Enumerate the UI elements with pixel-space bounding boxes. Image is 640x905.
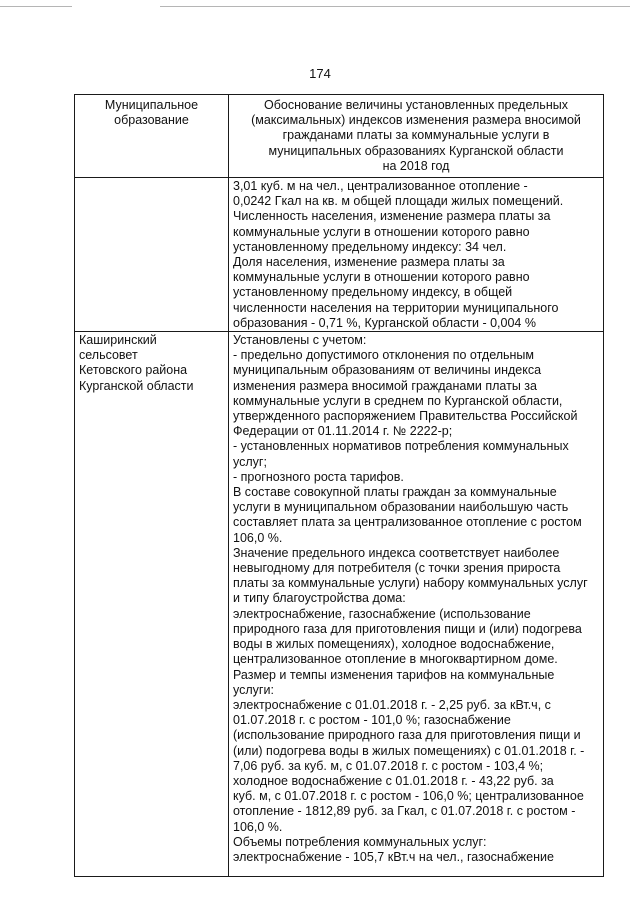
municipality-cell — [75, 178, 229, 332]
table-row — [75, 332, 604, 877]
table-row — [75, 178, 604, 332]
justification-cell: Установлены с учетом: - предельно допустимого отклонения по отдельным муниципальным образованиям от величины индекса изменения размера вносимой гражданами платы за коммунальные услуги в среднем по Курганской области, утвержденного распоряжением Правительства Российской Федерации от 01.11.2014 г. № 2222-р; - установленных нормативов потребления коммунальных услуг; - прогнозного роста тарифов. В составе совокупной платы граждан за коммунальные услуги в муниципальном образовании наибольшую часть составляет плата за централизованное отопление с ростом 106,0 %. Значение предельного индекса соответствует наиболее невыгодному для потребителя (с точки зрения прироста платы за коммунальные услуги) набору коммунальных услуг и типу благоустройства дома: электроснабжение, газоснабжение (использование природного газа для приготовления пищи и (или) подогрева воды в жилых помещениях), холодное водоснабжение, централизованное отопление в многоквартирном доме. Размер и темпы изменения тарифов на коммунальные услуги: электроснабжение с 01.01.2018 г. - 2,25 руб. за кВт.ч, с 01.07.2018 г. с ростом - 101,0 %; газоснабжение (использование природного газа для приготовления пищи и (или) подогрева воды в жилых помещениях) с 01.01.2018 г. - 7,06 руб. за куб. м, с 01.07.2018 г. с ростом - 103,4 %; холодное водоснабжение с 01.01.2018 г. - 43,22 руб. за куб. м, с 01.07.2018 г. с ростом - 106,0 %; централизованное отопление - 1812,89 руб. за Гкал, с 01.07.2018 г. с ростом - 106,0 %. Объемы потребления коммунальных услуг: электроснабжение - 105,7 кВт.ч на чел., газоснабжение — [229, 332, 604, 877]
table-header-row — [75, 95, 604, 178]
header-municipality: Муниципальное образование — [75, 95, 229, 178]
municipality-cell: Каширинский сельсовет Кетовского района Курганской области — [75, 332, 229, 877]
justification-cell: 3,01 куб. м на чел., централизованное отопление - 0,0242 Гкал на кв. м общей площади жилых помещений. Численность населения, изменение размера платы за коммунальные услуги в отношении которого равно установленному предельному индексу: 34 чел. Доля населения, изменение размера платы за коммунальные услуги в отношении которого равно установленному предельному индексу, в общей численности населения на территории муниципального образования - 0,71 %, Курганской области - 0,004 % — [229, 178, 604, 332]
page-number: 174 — [309, 66, 331, 81]
scan-artifact-line — [160, 6, 630, 7]
header-justification: Обоснование величины установленных предельных (максимальных) индексов изменения размера вносимой гражданами платы за коммунальные услуги в муниципальных образованиях Курганской области на 2018 год — [229, 95, 604, 178]
justification-table — [74, 94, 604, 877]
scan-artifact-line — [0, 6, 72, 7]
